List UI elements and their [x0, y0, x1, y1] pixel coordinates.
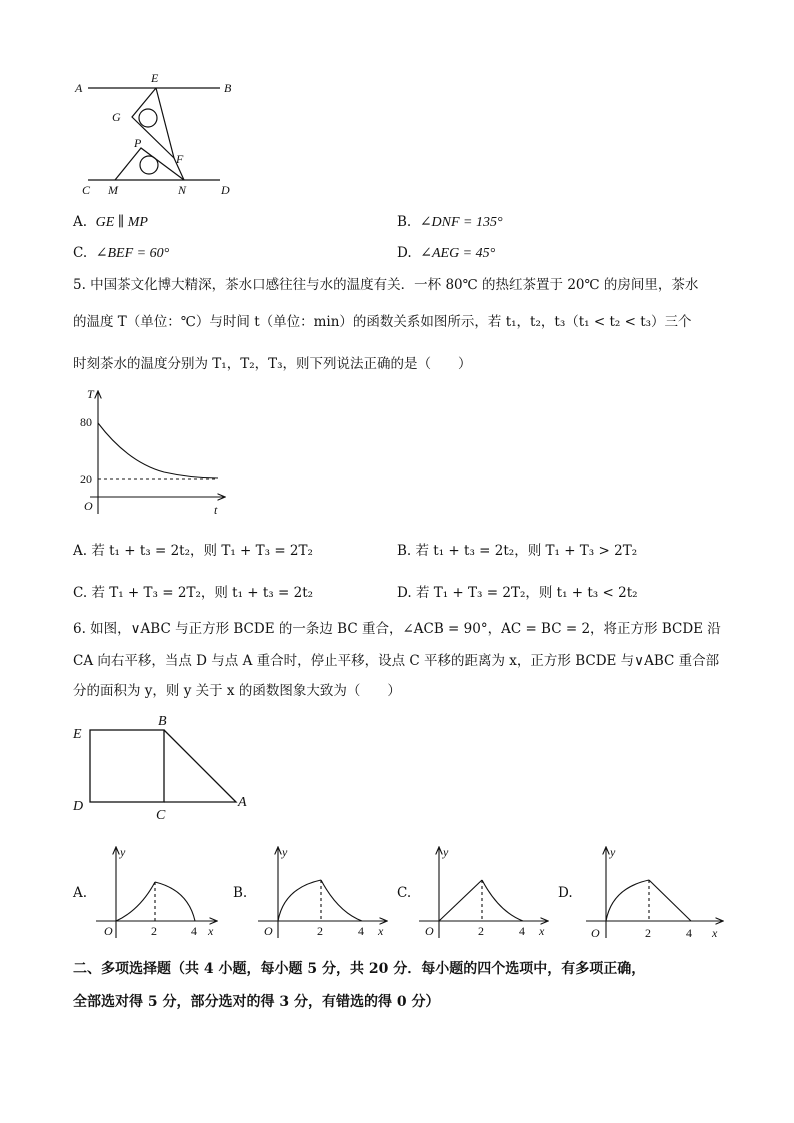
tick-80: 80 [80, 415, 92, 429]
label-a: A [238, 795, 247, 810]
q5-option-c[interactable] [73, 584, 313, 602]
y-label: y [443, 845, 449, 859]
label-c: C [156, 808, 166, 823]
q6-stem-line3: 分的面积为 y，则 y 关于 x 的函数图象大致为（ ） [73, 683, 401, 699]
origin: O [104, 924, 113, 938]
option-text: GE ∥ MP [95, 215, 148, 230]
curve-rise [606, 880, 649, 921]
q6-choice-c-letter[interactable]: C. [397, 885, 412, 901]
q6-choice-a-letter[interactable]: A. [73, 885, 88, 901]
x-label: x [208, 924, 214, 938]
label-f: F [176, 152, 184, 166]
y-label: y [120, 845, 126, 859]
option-letter: C. [73, 585, 88, 601]
tick-4: 4 [191, 924, 197, 938]
curve-fall [155, 882, 195, 921]
curve-fall [482, 880, 523, 921]
q6-graph-c[interactable] [413, 842, 553, 942]
circle-upper [139, 109, 157, 127]
q5-option-b[interactable] [397, 542, 637, 560]
q6-graph-b[interactable] [252, 842, 392, 942]
option-letter: B. [397, 543, 412, 559]
label-p: P [134, 136, 142, 150]
circle-lower [140, 156, 158, 174]
triangle-abc [164, 730, 236, 802]
option-letter: D. [397, 245, 412, 261]
label-g: G [112, 110, 121, 124]
x-label: x [378, 924, 384, 938]
y-label: y [282, 845, 288, 859]
tick-4: 4 [358, 924, 364, 938]
q4-option-d[interactable] [397, 244, 495, 263]
label-m: M [108, 183, 118, 197]
label-e: E [73, 727, 82, 742]
curve-rise [116, 882, 155, 921]
q6-choice-d-letter[interactable]: D. [558, 885, 573, 901]
label-n: N [178, 183, 187, 197]
origin-label: O [84, 499, 93, 513]
option-letter: C. [73, 245, 88, 261]
option-text: ∠AEG = 45° [420, 246, 496, 261]
q6-stem-line2: CA 向右平移，当点 D 与点 A 重合时，停止平移，设点 C 平移的距离为 x，正方形 BCDE 与∨ABC 重合部 [73, 653, 720, 669]
q4-option-b[interactable] [397, 213, 503, 232]
y-label: y [610, 845, 616, 859]
tick-2: 2 [151, 924, 157, 938]
label-b: B [224, 81, 232, 95]
label-a: A [75, 81, 83, 95]
line-rise [439, 880, 482, 921]
label-d: D [221, 183, 230, 197]
tick-4: 4 [519, 924, 525, 938]
cooling-curve [98, 423, 218, 478]
tick-2: 2 [645, 926, 651, 940]
option-letter: B. [397, 214, 412, 230]
option-text: 若 t₁ + t₃ = 2t₂，则 T₁ + T₃ > 2T₂ [415, 543, 638, 559]
option-text: 若 T₁ + T₃ = 2T₂，则 t₁ + t₃ = 2t₂ [91, 585, 314, 601]
option-text: 若 t₁ + t₃ = 2t₂，则 T₁ + T₃ = 2T₂ [91, 543, 313, 559]
option-text: ∠DNF = 135° [419, 215, 503, 230]
option-text: 若 T₁ + T₃ = 2T₂，则 t₁ + t₃ < 2t₂ [415, 585, 638, 601]
label-b: B [158, 714, 167, 729]
q4-option-c[interactable] [73, 244, 169, 263]
q4-figure [70, 70, 250, 200]
option-letter: D. [397, 585, 412, 601]
tick-2: 2 [317, 924, 323, 938]
square-bcde [90, 730, 164, 802]
section2-heading-line1: 二、多项选择题（共 4 小题，每小题 5 分，共 20 分．每小题的四个选项中，有多项正确， [73, 961, 646, 977]
q6-graph-a[interactable] [90, 842, 220, 942]
y-axis-label: T [87, 387, 94, 401]
tick-2: 2 [478, 924, 484, 938]
tick-4: 4 [686, 926, 692, 940]
option-text: ∠BEF = 60° [95, 246, 170, 261]
q6-stem-line1: 6. 如图，∨ABC 与正方形 BCDE 的一条边 BC 重合，∠ACB = 90°，AC = BC = 2，将正方形 BCDE 沿 [73, 621, 721, 637]
curve-fall [321, 880, 362, 921]
origin: O [264, 924, 273, 938]
q4-option-a[interactable] [73, 213, 148, 232]
q5-stem-line3: 时刻茶水的温度分别为 T₁，T₂，T₃，则下列说法正确的是（ ） [73, 356, 472, 372]
triangle-mpn [115, 148, 184, 180]
x-label: x [539, 924, 545, 938]
q5-stem-line1: 5. 中国茶文化博大精深，茶水口感往往与水的温度有关．一杯 80℃ 的热红茶置于 20℃ 的房间里，茶水 [73, 277, 699, 293]
label-c: C [82, 183, 91, 197]
q6-graph-d[interactable] [576, 842, 726, 942]
option-letter: A. [73, 214, 88, 230]
origin: O [591, 926, 600, 940]
q5-option-a[interactable] [73, 542, 313, 560]
q5-option-d[interactable] [397, 584, 638, 602]
label-d: D [73, 799, 84, 814]
tick-20: 20 [80, 472, 92, 486]
origin: O [425, 924, 434, 938]
section2-heading-line2: 全部选对得 5 分，部分选对的得 3 分，有错选的得 0 分） [73, 994, 440, 1010]
q5-graph [72, 386, 232, 522]
curve-rise [278, 880, 321, 921]
x-axis-label: t [214, 503, 218, 517]
label-e: E [151, 71, 159, 85]
x-label: x [712, 926, 718, 940]
q6-choice-b-letter[interactable]: B. [233, 885, 248, 901]
q5-stem-line2: 的温度 T（单位：℃）与时间 t（单位：min）的函数关系如图所示，若 t₁，t₂，t₃（t₁ < t₂ < t₃）三个 [73, 314, 692, 330]
q6-figure [70, 710, 260, 825]
line-fall [649, 880, 691, 921]
option-letter: A. [73, 543, 88, 559]
